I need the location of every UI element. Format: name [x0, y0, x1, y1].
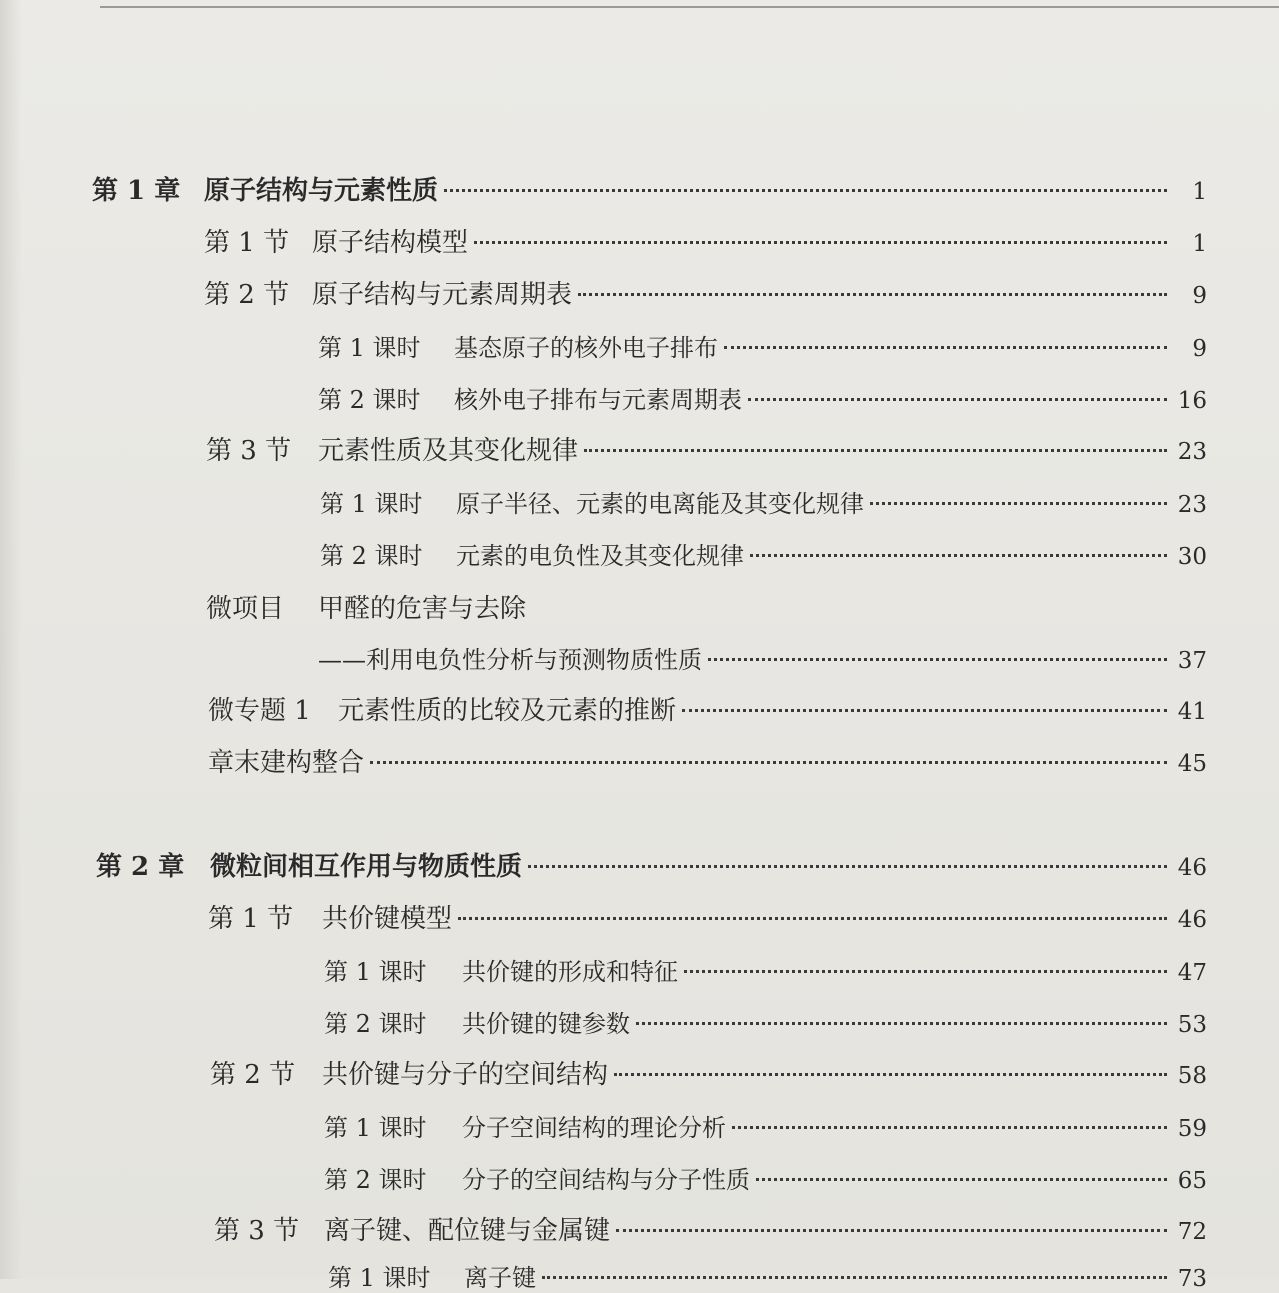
dot-leader [370, 761, 1167, 764]
toc-lesson [318, 328, 1207, 363]
toc-section [204, 274, 1207, 311]
section-title: 元素性质及其变化规律 [318, 436, 579, 466]
page-number: 9 [1192, 336, 1207, 362]
toc-micro-project-subtitle [318, 640, 1207, 675]
lesson-title: 共价键的形成和特征 [462, 958, 678, 986]
section-title: 原子结构与元素周期表 [312, 280, 573, 310]
page-number: 53 [1177, 1012, 1207, 1038]
lesson-label: 第 1 课时 [324, 958, 427, 986]
lesson-title: 共价键的键参数 [462, 1010, 630, 1038]
toc-chapter-summary [208, 742, 1207, 779]
lesson-title: 原子半径、元素的电离能及其变化规律 [456, 490, 864, 518]
micro-project-title: 甲醛的危害与去除 [318, 594, 527, 624]
toc-chapter-2 [96, 846, 1207, 883]
chapter-label: 第 1 章 [92, 176, 181, 206]
dot-leader [636, 1022, 1167, 1025]
section-label: 第 2 节 [204, 280, 290, 310]
micro-project-subtitle: ——利用电负性分析与预测物质性质 [318, 646, 702, 674]
micro-topic-label: 微专题 1 [208, 696, 311, 726]
lesson-label: 第 2 课时 [324, 1010, 427, 1038]
page-number: 46 [1177, 907, 1207, 933]
dot-leader [458, 917, 1167, 920]
dot-leader [750, 554, 1167, 557]
toc-section [206, 430, 1207, 467]
toc-lesson [324, 952, 1207, 987]
page-number: 9 [1192, 283, 1207, 309]
lesson-label: 第 2 课时 [320, 542, 423, 570]
toc-micro-project [206, 588, 1207, 625]
section-label: 第 2 节 [210, 1060, 296, 1090]
page-number: 37 [1177, 648, 1207, 674]
toc-lesson [320, 484, 1207, 519]
dot-leader [474, 241, 1167, 244]
dot-leader [684, 970, 1167, 973]
section-label: 第 1 节 [208, 904, 294, 934]
toc-section [214, 1210, 1207, 1247]
toc-chapter-1 [92, 170, 1207, 207]
dot-leader [724, 346, 1167, 349]
toc-lesson [324, 1160, 1207, 1195]
section-label: 第 1 节 [204, 228, 290, 258]
toc-section [210, 1054, 1207, 1091]
lesson-label: 第 2 课时 [324, 1166, 427, 1194]
chapter-title: 微粒间相互作用与物质性质 [210, 852, 523, 882]
lesson-label: 第 1 课时 [318, 334, 421, 362]
toc-lesson [318, 380, 1207, 415]
lesson-title: 基态原子的核外电子排布 [454, 334, 718, 362]
section-label: 第 3 节 [206, 436, 292, 466]
lesson-label: 第 1 课时 [328, 1264, 431, 1292]
page-gutter-shadow [0, 0, 22, 1279]
page-number: 30 [1177, 544, 1207, 570]
page-number: 1 [1192, 231, 1207, 257]
dot-leader [682, 709, 1167, 712]
top-rule [100, 6, 1279, 8]
section-label: 第 3 节 [214, 1216, 300, 1246]
dot-leader [444, 189, 1167, 192]
chapter-label: 第 2 章 [96, 852, 185, 882]
page-number: 73 [1177, 1266, 1207, 1292]
page-number: 16 [1177, 388, 1207, 414]
section-title: 共价键模型 [322, 904, 453, 934]
lesson-title: 分子空间结构的理论分析 [462, 1114, 726, 1142]
toc-micro-topic [208, 690, 1207, 727]
page-number: 1 [1192, 179, 1207, 205]
dot-leader [578, 293, 1167, 296]
dot-leader [584, 449, 1167, 452]
section-title: 原子结构模型 [312, 228, 469, 258]
lesson-title: 元素的电负性及其变化规律 [456, 542, 744, 570]
chapter-summary-title: 章末建构整合 [208, 748, 365, 778]
dot-leader [708, 658, 1167, 661]
lesson-label: 第 1 课时 [324, 1114, 427, 1142]
micro-project-label: 微项目 [206, 594, 285, 624]
dot-leader [748, 398, 1167, 401]
page-number: 41 [1177, 699, 1207, 725]
toc-lesson [324, 1108, 1207, 1143]
page-number: 45 [1177, 751, 1207, 777]
page-number: 59 [1177, 1116, 1207, 1142]
dot-leader [614, 1073, 1167, 1076]
dot-leader [756, 1178, 1167, 1181]
page-number: 23 [1177, 492, 1207, 518]
dot-leader [732, 1126, 1167, 1129]
chapter-title: 原子结构与元素性质 [204, 176, 439, 206]
toc-section [204, 222, 1207, 259]
section-title: 共价键与分子的空间结构 [322, 1060, 609, 1090]
lesson-label: 第 2 课时 [318, 386, 421, 414]
lesson-title: 核外电子排布与元素周期表 [454, 386, 742, 414]
dot-leader [870, 502, 1167, 505]
page-number: 72 [1177, 1219, 1207, 1245]
toc-lesson [328, 1258, 1207, 1293]
page-number: 47 [1177, 960, 1207, 986]
lesson-label: 第 1 课时 [320, 490, 423, 518]
toc-lesson [324, 1004, 1207, 1039]
section-title: 离子键、配位键与金属键 [324, 1216, 611, 1246]
toc-section [208, 898, 1207, 935]
micro-topic-title: 元素性质的比较及元素的推断 [338, 696, 677, 726]
page-number: 65 [1177, 1168, 1207, 1194]
lesson-title: 分子的空间结构与分子性质 [462, 1166, 750, 1194]
page-number: 46 [1177, 855, 1207, 881]
page-number: 23 [1177, 439, 1207, 465]
dot-leader [616, 1229, 1167, 1232]
dot-leader [528, 865, 1167, 868]
lesson-title: 离子键 [464, 1264, 536, 1292]
toc-lesson [320, 536, 1207, 571]
page-number: 58 [1177, 1063, 1207, 1089]
